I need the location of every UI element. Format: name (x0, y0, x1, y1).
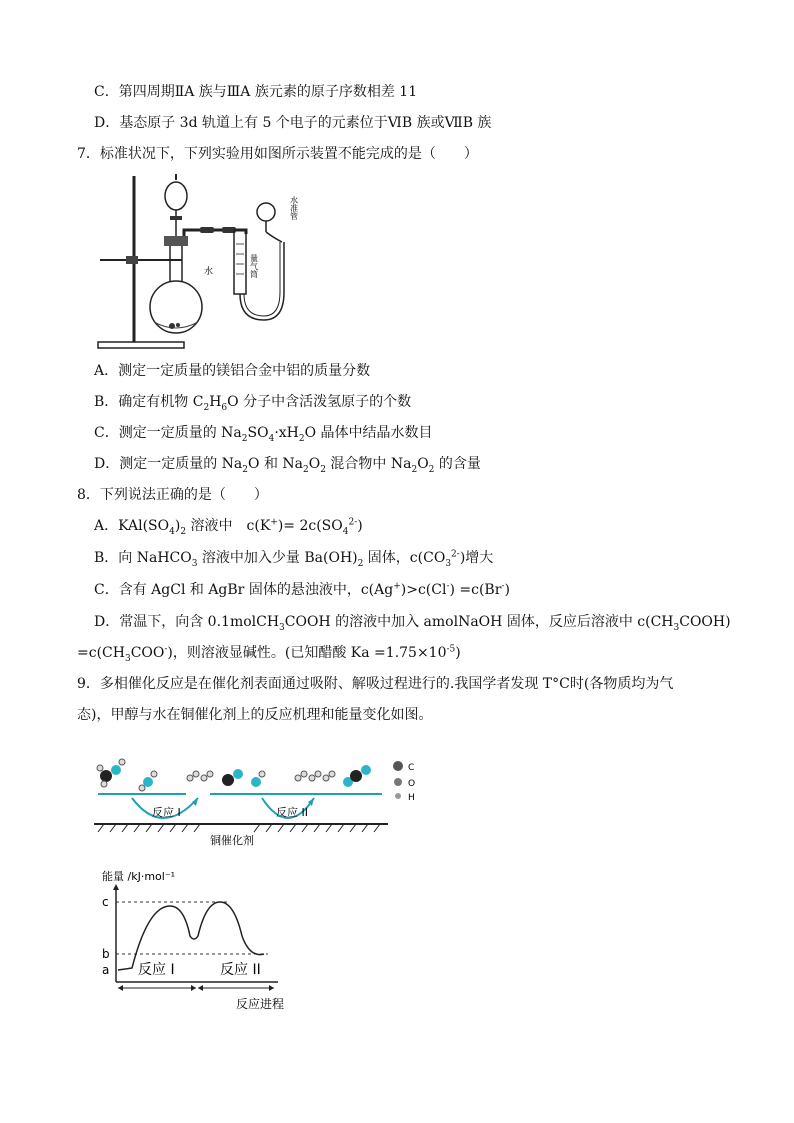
level-b: b (102, 947, 110, 961)
q7-option-b: B．确定有机物 $C_2H_6O$ 分子中含活泼氢原子的个数 (94, 394, 412, 413)
level-c: c (102, 895, 109, 909)
legend-hydrogen: H (408, 793, 415, 803)
q7-option-a: A．测定一定质量的镁铝合金中铝的质量分数 (94, 363, 371, 379)
q8-option-b: B．向 NaHCO$_3$ 溶液中加入少量 $Ba(OH)_2$ 固体，$c(CO_3^{2-})$增大 (94, 549, 494, 569)
q8-option-c: C．含有 AgCl 和 AgBr 固体的悬浊液中，c(Ag+)>c(Cl-) =c(Br-) (94, 581, 510, 598)
reaction-1-label: 反应 I (152, 806, 181, 819)
catalyst-label: 铜催化剂 (210, 834, 254, 847)
q8-option-a: A．$KAl(SO_4)_2$ 溶液中 $c(K^+)= 2c(SO_4^{2-})$ (94, 517, 363, 537)
water-label: 水 (204, 267, 214, 277)
q9-stem-line2: 态)，甲醇与水在铜催化剂上的反应机理和能量变化如图。 (77, 707, 433, 723)
leveling-tube-label: 水准管 (289, 196, 299, 220)
energy-axis-label: 能量 /kJ·mol⁻¹ (102, 870, 176, 883)
legend-oxygen: O (408, 779, 416, 789)
q8-stem: 8．下列说法正确的是（ ） (77, 487, 268, 503)
reaction-2-label: 反应 II (276, 806, 308, 819)
region-reaction-2: 反应 II (220, 962, 261, 978)
energy-profile-figure (98, 866, 308, 1016)
q8-option-d-line2: $=c(CH_3COO^-)$，则溶液显碱性。(已知醋酸 $Ka =1.75\times 10^{-5}$) (77, 644, 461, 664)
reaction-mechanism-figure (92, 748, 432, 848)
gas-measurement-apparatus-figure (96, 172, 316, 350)
level-a: a (102, 963, 110, 977)
q7-option-d: D．测定一定质量的 $Na_2O$ 和 $Na_2O_2$ 混合物中 $Na_2O_2$ 的含量 (94, 456, 481, 475)
q6-option-c: C．第四周期ⅡA 族与ⅢA 族元素的原子序数相差 11 (94, 84, 418, 100)
q8-option-d-line1: D．常温下，向含 0.1molCH$_3$COOH 的溶液中加入 amolNaOH 固体，反应后溶液中 $c(CH_3COOH)$ (94, 614, 731, 633)
region-reaction-1: 反应 I (138, 962, 175, 978)
q7-option-c: C．测定一定质量的 $Na_2SO_4\cdot xH_2O$ 晶体中结晶水数目 (94, 425, 433, 444)
q7-stem: 7．标准状况下，下列实验用如图所示装置不能完成的是（ ） (77, 146, 478, 162)
q6-option-d: D．基态原子 3d 轨道上有 5 个电子的元素位于ⅥB 族或ⅦB 族 (94, 115, 492, 131)
q9-stem-line1: 9．多相催化反应是在催化剂表面通过吸附、解吸过程进行的.我国学者发现 T°C时(各物质均为气 (77, 676, 674, 692)
legend-carbon: C (408, 763, 415, 773)
x-axis-label: 反应进程 (236, 997, 285, 1011)
gas-tube-label: 量气筒 (249, 254, 259, 278)
